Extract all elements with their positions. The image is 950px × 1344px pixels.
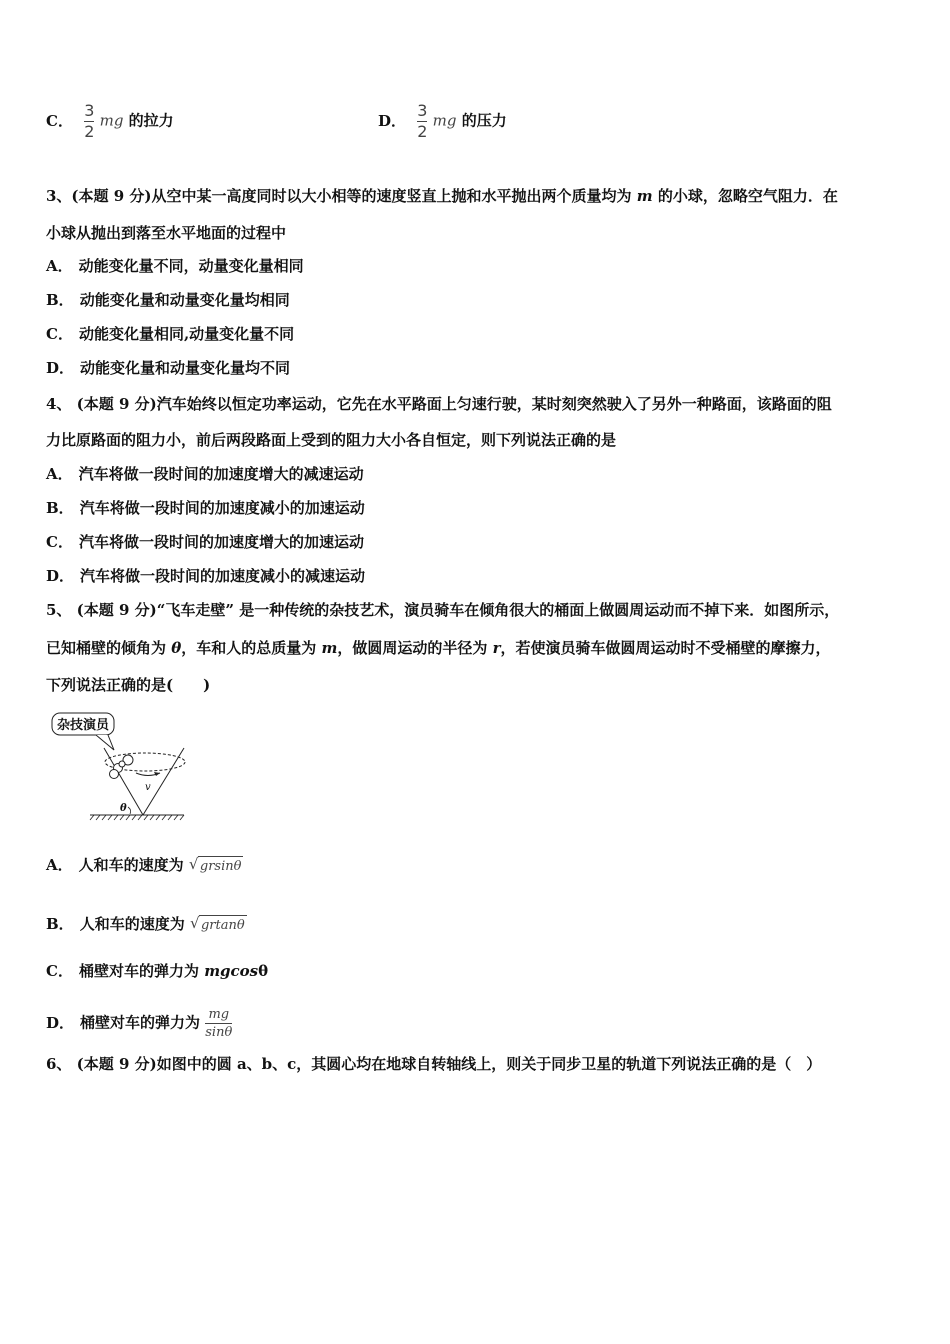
q4-stem-line2: 力比原路面的阻力小，前后两段路面上受到的阻力大小各自恒定，则下列说法正确的是 [46, 431, 617, 449]
ground-hatching [90, 815, 184, 820]
q5-option-b[interactable]: B． 人和车的速度为 √ grtanθ [46, 914, 247, 936]
callout-text: 杂技演员 [56, 718, 110, 733]
q2-option-c[interactable] [46, 102, 174, 141]
q4-option-a[interactable]: A． 汽车将做一段时间的加速度增大的减速运动 [46, 465, 364, 483]
option-text: 的压力 [461, 111, 507, 130]
rider-body [119, 761, 125, 767]
fraction: $\frac{mg}{\sin\theta}$ [205, 1007, 233, 1040]
q5-stem-line1: 5、 (本题 9 分)“飞车走壁” 是一种传统的杂技艺术，演员骑车在倾角很大的桶面上做圆周运动而不掉下来．如图所示， [46, 601, 840, 619]
q5-option-d[interactable]: D． 桶壁对车的弹力为 $\frac{mg}{\sin\theta}$ [46, 1007, 233, 1040]
q4-option-d[interactable]: D． 汽车将做一段时间的加速度减小的减速运动 [46, 567, 366, 585]
option-label: D． [378, 111, 407, 130]
q6-stem-line1: 6、 (本题 9 分)如图中的圆 a、b、c，其圆心均在地球自转轴线上，则关于同步卫星的轨道下列说法正确的是（ ） [46, 1055, 822, 1073]
velocity-arrowhead [154, 772, 160, 776]
q5-option-c[interactable]: C． 桶壁对车的弹力为 mgcosθ [46, 962, 269, 980]
q3-stem-line1: 3、(本题 9 分)从空中某一高度同时以大小相等的速度竖直上抛和水平抛出两个质量均为 m 的小球，忽略空气阻力．在 [46, 187, 838, 205]
theta-label: θ [120, 803, 127, 814]
q2-option-d[interactable] [378, 102, 507, 141]
q5-cone-figure [48, 710, 198, 825]
sqrt-expression: √ grtanθ [190, 915, 247, 936]
q4-stem-line1: 4、 (本题 9 分)汽车始终以恒定功率运动，它先在水平路面上匀速行驶，某时刻突然驶入了另外一种路面，该路面的阻 [46, 395, 832, 413]
option-text: 的拉力 [128, 111, 174, 130]
velocity-label: v [145, 782, 151, 793]
bike-wheel-rear [110, 770, 119, 779]
q5-stem-line3: 下列说法正确的是( ) [46, 676, 211, 694]
sqrt-expression: √ grsinθ [189, 856, 244, 877]
q5-stem-line2: 已知桶壁的倾角为 θ，车和人的总质量为 m，做圆周运动的半径为 r，若使演员骑车做圆周运动时不受桶壁的摩擦力， [46, 639, 831, 657]
q3-option-a[interactable]: A． 动能变化量不同，动量变化量相同 [46, 257, 304, 275]
callout-tail [96, 735, 114, 750]
math-variable: mg [99, 111, 124, 130]
math-variable: mg [432, 111, 457, 130]
q4-option-c[interactable]: C． 汽车将做一段时间的加速度增大的加速运动 [46, 533, 364, 551]
angle-arc [128, 807, 131, 814]
option-label: C． [46, 111, 73, 130]
q3-stem-line2: 小球从抛出到落至水平地面的过程中 [46, 224, 287, 242]
q3-option-c[interactable]: C． 动能变化量相同,动量变化量不同 [46, 325, 295, 343]
q3-option-d[interactable]: D． 动能变化量和动量变化量均不同 [46, 359, 291, 377]
q5-option-a[interactable]: A． 人和车的速度为 √ grsinθ [46, 855, 243, 877]
q3-option-b[interactable]: B． 动能变化量和动量变化量均相同 [46, 291, 290, 309]
fraction: $\frac{3}{2}$ [417, 101, 428, 141]
fraction: $\frac{3}{2}$ [84, 101, 95, 141]
q4-option-b[interactable]: B． 汽车将做一段时间的加速度减小的加速运动 [46, 499, 365, 517]
